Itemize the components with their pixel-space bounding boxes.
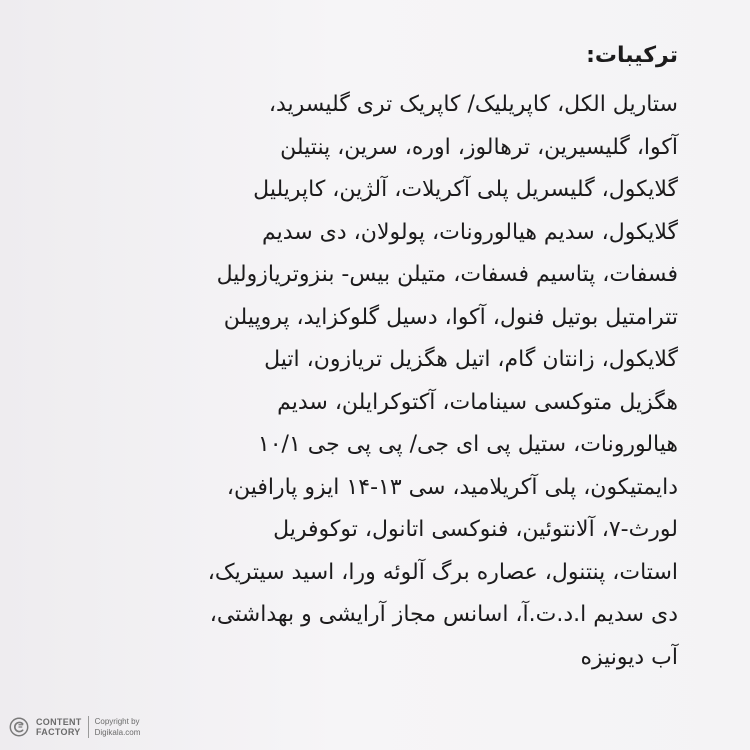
watermark-divider xyxy=(88,716,89,738)
watermark-copyright-line2: Digikala.com xyxy=(94,728,141,737)
ingredients-line: هیالورونات، ستیل پی ای جی/ پی پی جی ۱۰/۱ xyxy=(257,432,678,457)
ingredients-line: ستاریل الکل، کاپریلیک/ کاپریک تری گلیسرید، xyxy=(268,92,678,117)
ingredients-line: گلایکول، زانتان گام، اتیل هگزیل تریازون، اتیل xyxy=(264,347,678,372)
ingredients-line: دایمتیکون، پلی آکریلامید، سی ۱۳-۱۴ ایزو پارافین، xyxy=(226,474,678,500)
ingredients-line: هگزیل متوکسی سینامات، آکتوکرایلن، سدیم xyxy=(277,389,678,415)
ingredients-block xyxy=(78,40,678,679)
ingredients-line: گلایکول، گلیسریل پلی آکریلات، آلژین، کاپریلیل xyxy=(253,177,678,202)
watermark-copyright xyxy=(95,716,141,738)
ingredients-line: دی سدیم ا.د.ت.آ، اسانس مجاز آرایشی و بهداشتی، xyxy=(209,602,678,627)
content-factory-logo-icon xyxy=(8,716,30,738)
watermark-copyright-line1: Copyright by xyxy=(94,717,140,726)
watermark-brand-line1: CONTENT xyxy=(36,717,82,727)
ingredients-line: لورث-۷، آلانتوئین، فنوکسی اتانول، توکوفریل xyxy=(273,517,678,542)
ingredients-line: تترامتیل بوتیل فنول، آکوا، دسیل گلوکزاید، پروپیلن xyxy=(223,304,678,330)
ingredients-line: گلایکول، سدیم هیالورونات، پولولان، دی سدیم xyxy=(261,219,678,245)
ingredients-line: آکوا، گلیسیرین، ترهالوز، اوره، سرین، پنتیلن xyxy=(280,134,678,160)
watermark-brand-line2: FACTORY xyxy=(36,727,81,737)
ingredients-heading: ترکیبات: xyxy=(586,43,678,68)
ingredients-line: استات، پنتنول، عصاره برگ آلوئه ورا، اسید سیتریک، xyxy=(207,559,678,585)
watermark-brand xyxy=(36,717,82,737)
ingredients-line: فسفات، پتاسیم فسفات، متیلن بیس- بنزوتریازولیل xyxy=(216,262,678,287)
watermark xyxy=(8,716,140,738)
ingredients-line: آب دیونیزه xyxy=(580,644,678,670)
